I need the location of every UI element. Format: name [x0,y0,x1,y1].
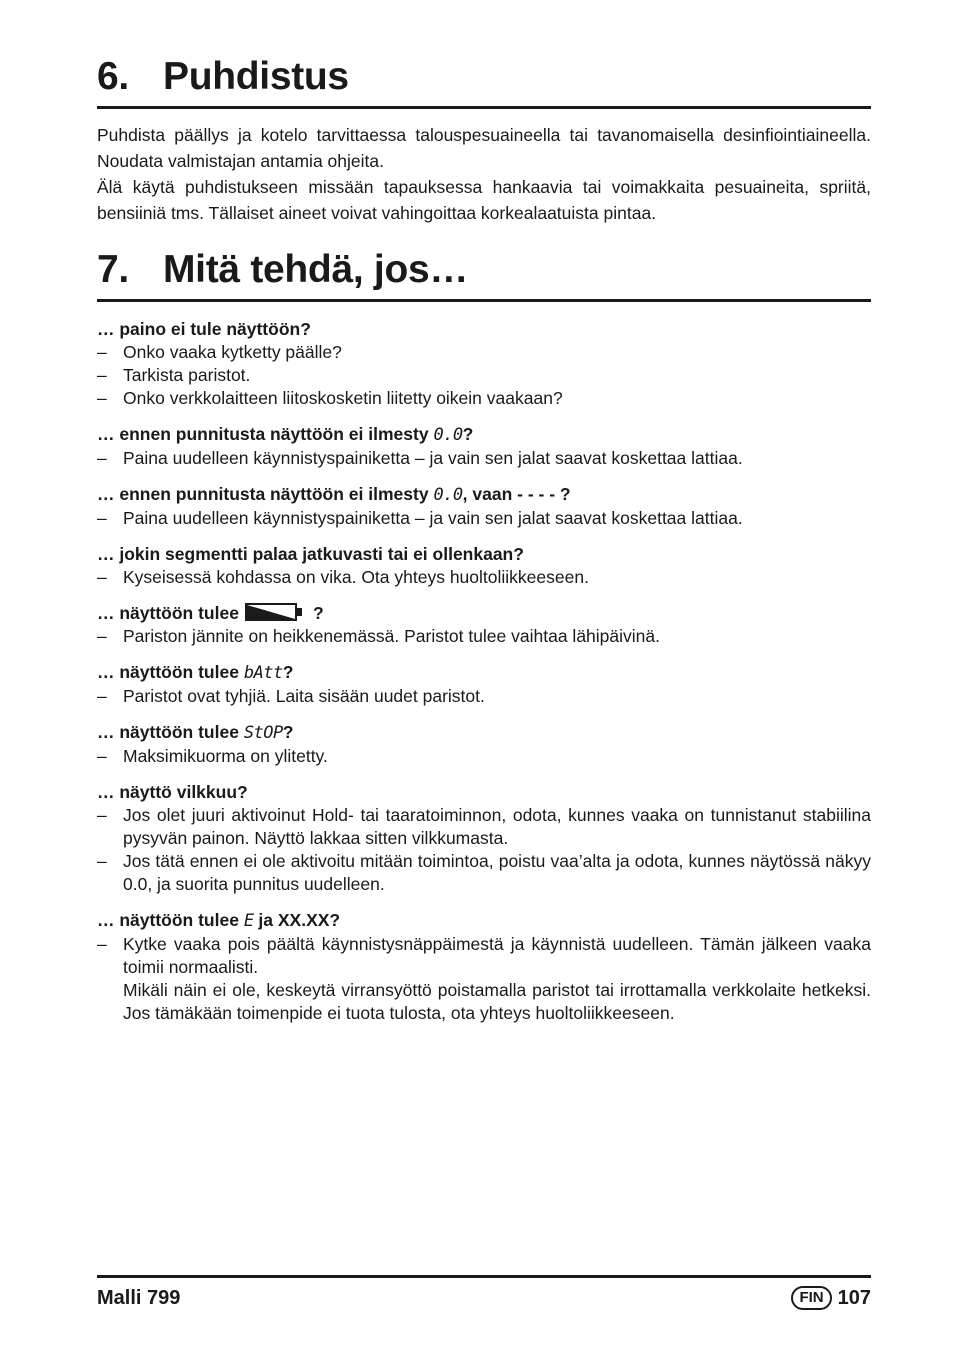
question-text: … näyttöön tulee [97,603,239,623]
faq-question [97,542,871,566]
answer-text: Tarkista paristot. [123,365,251,385]
troubleshooting-list [97,317,871,1025]
dash-bullet: – [97,508,107,528]
answer-text: Maksimikuorma on ylitetty. [123,746,328,766]
question-text: … jokin segmentti palaa jatkuvasti tai ei ollenkaan? [97,544,524,564]
paragraph: Älä käytä puhdistukseen missään tapauksessa hankaavia tai voimakkaita pesuaineita, spriitä, bensiiniä tms. Tällaiset aineet voivat vahingoittaa korkealaatuista pintaa. [97,177,871,223]
dash-bullet: – [97,365,107,385]
section-number: 7. [97,248,129,291]
answer-text: Pariston jännite on heikkenemässä. Paristot tulee vaihtaa lähipäivinä. [123,626,660,646]
question-text: … näyttö vilkkuu? [97,782,248,802]
dash-bullet: – [97,388,107,408]
model-name: Malli 799 [97,1286,181,1309]
answer-item [97,625,871,648]
question-text-suffix: ? [282,722,294,742]
section-title: Puhdistus [163,55,349,98]
answer-item [97,804,871,850]
section-number: 6. [97,55,129,98]
section-heading-cleaning [97,57,871,109]
cleaning-instructions [97,122,871,226]
lcd-display-symbol: bAtt [243,663,283,683]
question-text: … näyttöön tulee [97,910,244,930]
dash-bullet: – [97,934,107,954]
dash-bullet: – [97,567,107,587]
question-text: … ennen punnitusta näyttöön ei ilmesty [97,484,434,504]
answer-item [97,341,871,364]
answer-text: Paristot ovat tyhjiä. Laita sisään uudet paristot. [123,686,485,706]
page-footer [97,1275,871,1310]
question-text: … paino ei tule näyttöön? [97,319,311,339]
question-text: … näyttöön tulee [97,722,244,742]
answer-text: Onko vaaka kytketty päälle? [123,342,342,362]
answer-text: Jos tätä ennen ei ole aktivoitu mitään toimintoa, poistu vaa’alta ja odota, kunnes näytössä näkyy 0.0, ja suorita punnitus uudelleen. [123,851,871,894]
lcd-display-symbol: 0.0 [433,485,463,505]
faq-question [97,908,871,933]
answer-item [97,447,871,470]
paragraph: Puhdista päällys ja kotelo tarvittaessa talouspesuaineella tai tavanomaisella desinfiointiaineella. Noudata valmistajan antamia ohjeita. [97,125,871,171]
answer-item [97,387,871,410]
faq-question [97,660,871,685]
page-number: 107 [837,1286,871,1309]
question-text-suffix: ? [312,603,324,623]
faq-question [97,482,871,507]
question-text-suffix: ? [282,662,294,682]
dash-bullet: – [97,746,107,766]
page-info [791,1286,871,1310]
language-badge: FIN [791,1286,831,1310]
answer-text: Paina uudelleen käynnistyspainiketta – ja vain sen jalat saavat koskettaa lattiaa. [123,448,743,468]
dash-bullet: – [97,342,107,362]
faq-question [97,422,871,447]
answer-item [97,933,871,1025]
low-battery-icon [245,603,303,621]
faq-question [97,317,871,341]
dash-bullet: – [97,686,107,706]
dash-bullet: – [97,448,107,468]
answer-item [97,850,871,896]
answer-text: Onko verkkolaitteen liitoskosketin liitetty oikein vaakaan? [123,388,563,408]
lcd-display-symbol: StOP [243,723,283,743]
section-title: Mitä tehdä, jos… [163,248,469,291]
answer-text: Kytke vaaka pois päältä käynnistysnäppäimestä ja käynnistä uudelleen. Tämän jälkeen vaaka toimii normaalisti. Mikäli näin ei ole, keskeytä virransyöttö poistamalla paristot tai irrottamalla verkkolaite hetkeksi. Jos tämäkään toimenpide ei tuota tulosta, ota yhteys huoltoliikkeeseen. [123,934,871,1023]
faq-question [97,780,871,804]
dash-bullet: – [97,805,107,825]
question-text-suffix: , vaan - - - - ? [462,484,571,504]
answer-item [97,364,871,387]
faq-question [97,720,871,745]
answer-item [97,566,871,589]
section-heading-troubleshooting [97,250,871,302]
answer-item [97,745,871,768]
answer-text: Jos olet juuri aktivoinut Hold- tai taaratoiminnon, odota, kunnes vaaka on tunnistanut stabiilina pysyvän painon. Näyttö lakkaa sitten vilkkumasta. [123,805,871,848]
question-text: … näyttöön tulee [97,662,244,682]
answer-item [97,507,871,530]
answer-text: Paina uudelleen käynnistyspainiketta – ja vain sen jalat saavat koskettaa lattiaa. [123,508,743,528]
question-text: … ennen punnitusta näyttöön ei ilmesty [97,424,434,444]
question-text-suffix: ja XX.XX? [253,910,341,930]
answer-text: Kyseisessä kohdassa on vika. Ota yhteys huoltoliikkeeseen. [123,567,589,587]
answer-item [97,685,871,708]
dash-bullet: – [97,851,107,871]
dash-bullet: – [97,626,107,646]
faq-question [97,601,871,625]
question-text-suffix: ? [462,424,474,444]
lcd-display-symbol: 0.0 [433,425,463,445]
lcd-display-symbol: E [243,911,254,931]
